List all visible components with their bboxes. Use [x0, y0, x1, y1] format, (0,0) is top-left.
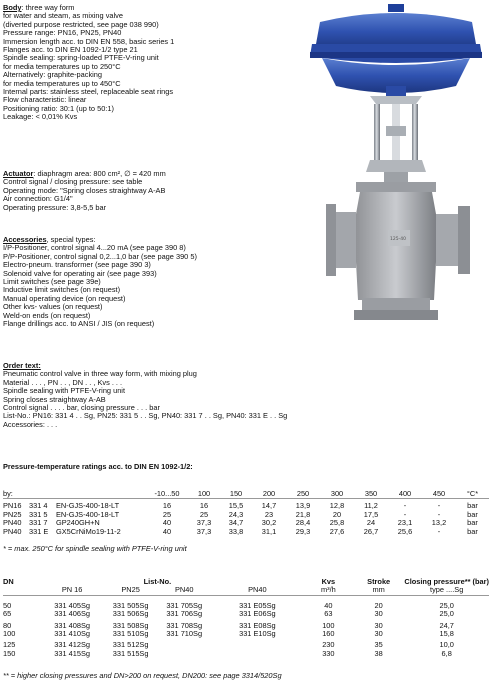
body-line: Body: three way form — [3, 3, 75, 12]
pt-temp: 250 — [296, 489, 310, 498]
accessories-line: Inductive limit switches (on request) — [3, 285, 121, 295]
pt-title: Pressure-temperature ratings acc. to DIN EN 1092-1/2: — [3, 462, 193, 471]
accessories-line: Accessories, special types: — [3, 235, 96, 244]
pt-temp-unit: °C* — [466, 489, 479, 498]
pt-temp: 450 — [432, 489, 446, 498]
order-line: Pneumatic control valve in three way form, with mixing plug — [3, 369, 197, 379]
flow-row: 80 331 408Sg 331 508Sg 331 708Sg 331 E08Sg 100 30 24,7 — [3, 620, 454, 630]
order-line: Material . . . , PN . . , DN . . , Kvs . . . — [3, 377, 123, 387]
accessories-line: Solenoid valve for operating air (see page 393) — [3, 268, 157, 278]
body-line: Pressure range: PN16, PN25, PN40 — [3, 28, 122, 38]
actuator-line: Operating mode: "Spring closes straightway A-AB — [3, 185, 166, 195]
accessories-line: I/P-Positioner, control signal 4...20 mA (see page 390 8) — [3, 243, 186, 253]
accessories-line: Weld-on ends (on request) — [3, 310, 91, 320]
pt-by-label: by: — [3, 489, 13, 498]
pt-temp: 200 — [262, 489, 276, 498]
body-line: (diverted purpose restricted, see page 038 990) — [3, 19, 159, 29]
accessories-section — [3, 236, 333, 328]
pt-row: PN25 331 5 EN-GJS-400-18-LT 25 25 24,3 23 21,8 20 17,5 - - bar — [3, 509, 478, 519]
pt-row: PN16 331 4 EN-GJS-400-18-LT 16 16 15,5 14,7 13,9 12,8 11,2 - - bar — [3, 501, 478, 511]
flow-footnote: ** = higher closing pressures and DN>200 on request, DN200: see page 3314/520Sg — [3, 671, 282, 680]
order-line: Control signal . . . . bar, closing pressure . . . bar — [3, 403, 160, 413]
flow-subheader-row — [3, 586, 489, 595]
flow-row: 65 331 406Sg 331 506Sg 331 706Sg 331 E06Sg 63 30 25,0 — [3, 609, 454, 619]
accessories-line: Other kvs- values (on request) — [3, 302, 103, 312]
order-heading: Order text: — [3, 361, 41, 370]
listno-header: List-No. — [143, 577, 172, 586]
body-line: Flanges acc. to DIN EN 1092-1/2 type 21 — [3, 45, 138, 55]
accessories-line: P/P-Positioner, control signal 0,2...1,0 bar (see page 390 5) — [3, 251, 197, 261]
pt-table — [3, 490, 489, 536]
pn16-header: PN 16 — [61, 585, 83, 595]
flow-row: 50 331 405Sg 331 505Sg 331 705Sg 331 E05Sg 40 20 25,0 — [3, 600, 454, 610]
order-line: Accessories: . . . — [3, 419, 58, 429]
pt-row: PN40 331 E GX5CrNiMo19-11-2 40 37,3 33,8 31,1 29,3 27,6 26,7 25,6 - bar — [3, 526, 478, 536]
pt-temp: -10...50 — [154, 489, 180, 498]
actuator-section — [3, 170, 333, 212]
body-line: for media temperatures up to 450°C — [3, 78, 121, 88]
body-line: Leakage: < 0,01% Kvs — [3, 112, 78, 122]
kvs-header: Kvs — [321, 577, 336, 586]
pt-temp: 150 — [229, 489, 243, 498]
pn40-header: PN40 — [248, 585, 267, 595]
pn25-header: PN25 — [121, 585, 140, 595]
stroke-unit: mm — [372, 585, 385, 595]
actuator-heading: Actuator — [3, 169, 34, 178]
svg-text:125-40: 125-40 — [390, 237, 406, 242]
body-heading: Body — [3, 3, 22, 12]
body-line: Internal parts: stainless steel, replaceable seat rings — [3, 87, 174, 97]
pt-header-row — [3, 490, 489, 499]
flow-row: 150 331 415Sg 331 515Sg 330 38 6,8 — [3, 648, 452, 658]
pt-footnote: * = max. 250°C for spindle sealing with PTFE-V-ring unit — [3, 544, 187, 553]
pt-temp: 100 — [197, 489, 211, 498]
control-valve-image — [300, 0, 490, 345]
closing-header: Closing pressure** (bar) — [404, 577, 489, 586]
order-line: List-No.: PN16: 331 4 . . Sg, PN25: 331 5 . . Sg, PN40: 331 7 . . Sg, PN40: 331 E . . Sg — [3, 411, 288, 421]
accessories-line: Flange drillings acc. to ANSI / JIS (on request) — [3, 319, 155, 329]
dn-header: DN — [3, 577, 14, 586]
flow-row: 100 331 410Sg 331 510Sg 331 710Sg 331 E10Sg 160 30 15,8 — [3, 629, 454, 639]
pn40-header: PN40 — [174, 585, 194, 595]
pt-temp: 350 — [364, 489, 378, 498]
order-line: Spring closes straightway A-AB — [3, 394, 106, 404]
body-section — [3, 4, 333, 122]
flow-table — [3, 578, 489, 658]
body-line: Immersion length acc. to DIN EN 558, basic series 1 — [3, 36, 175, 46]
body-line: Spindle sealing: spring-loaded PTFE-V-ring unit — [3, 53, 159, 63]
body-line: Positioning ratio: 30:1 (up to 50:1) — [3, 103, 114, 113]
order-section — [3, 362, 333, 429]
body-line: Alternatively: graphite-packing — [3, 70, 103, 80]
closing-subheader: type ....Sg — [430, 585, 464, 595]
body-line: for water and steam, as mixing valve — [3, 11, 123, 21]
actuator-line: Air connection: G1/4" — [3, 194, 73, 204]
actuator-line: Control signal / closing pressure: see table — [3, 177, 143, 187]
stroke-header: Stroke — [367, 577, 391, 586]
pt-temp: 400 — [398, 489, 412, 498]
accessories-line: Electro-pneum. transformer (see page 390 3) — [3, 260, 151, 270]
actuator-line: Actuator: diaphragm area: 800 cm², ∅ = 420 mm — [3, 169, 166, 178]
accessories-line: Limit switches (see page 39e) — [3, 277, 101, 287]
pt-temp: 300 — [330, 489, 344, 498]
accessories-heading: Accessories — [3, 235, 47, 244]
flow-row: 125 331 412Sg 331 512Sg 230 35 10,0 — [3, 640, 454, 650]
order-line: Spindle sealing with PTFE-V-ring unit — [3, 386, 126, 396]
actuator-line: Operating pressure: 3,8-5,5 bar — [3, 202, 107, 212]
body-line: for media temperatures up to 250°C — [3, 61, 121, 71]
pt-row: PN40 331 7 GP240GH+N 40 37,3 34,7 30,2 28,4 25,8 24 23,1 13,2 bar — [3, 518, 478, 528]
kvs-unit: m³/h — [320, 585, 336, 595]
accessories-line: Manual operating device (on request) — [3, 293, 126, 303]
body-line: Flow characteristic: linear — [3, 95, 87, 105]
